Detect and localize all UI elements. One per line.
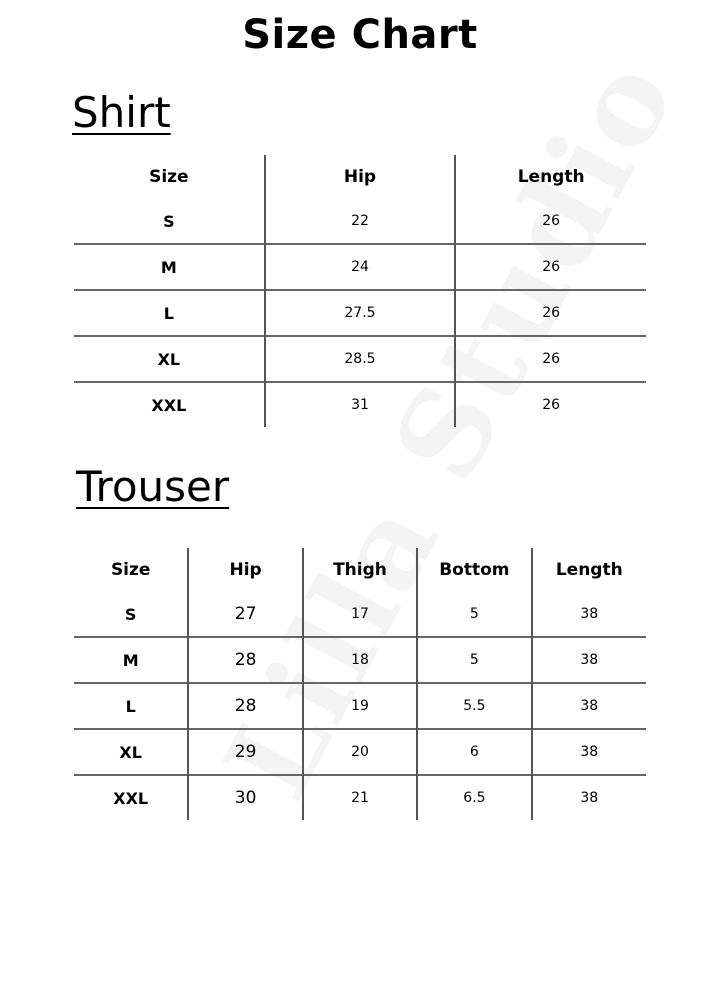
- trouser-col-size: Size: [110, 560, 151, 580]
- bottom-cell: 5: [417, 637, 531, 683]
- length-cell: 38: [532, 683, 646, 729]
- hip-cell: 28.5: [265, 336, 456, 382]
- thigh-cell: 18: [303, 637, 417, 683]
- size-cell: XXL: [74, 775, 188, 820]
- shirt-header-row: [74, 155, 646, 199]
- length-cell: 26: [455, 244, 646, 290]
- size-cell: S: [124, 604, 137, 624]
- length-cell: 26: [455, 199, 646, 244]
- size-cell: XL: [74, 336, 265, 382]
- hip-cell: 27.5: [265, 290, 456, 336]
- shirt-col-length: Length: [455, 155, 646, 199]
- trouser-col-thigh: Thigh: [303, 548, 417, 592]
- size-cell: XL: [74, 729, 188, 775]
- size-cell: XXL: [74, 382, 265, 427]
- shirt-col-size: Size: [149, 167, 189, 187]
- shirt-col-hip: Hip: [265, 155, 456, 199]
- hip-cell: 31: [265, 382, 456, 427]
- thigh-cell: 19: [303, 683, 417, 729]
- thigh-cell: 17: [303, 592, 417, 637]
- hip-cell: 28: [188, 683, 302, 729]
- bottom-cell: 6: [417, 729, 531, 775]
- shirt-heading: Shirt: [72, 88, 171, 137]
- length-cell: 26: [455, 336, 646, 382]
- thigh-cell: 20: [303, 729, 417, 775]
- table-row: [74, 382, 646, 427]
- length-cell: 38: [532, 775, 646, 820]
- size-cell: L: [74, 290, 265, 336]
- shirt-size-table: [74, 155, 646, 427]
- table-row: [74, 637, 646, 683]
- length-cell: 38: [532, 637, 646, 683]
- page-title: Size Chart: [242, 12, 478, 58]
- size-cell: L: [74, 683, 188, 729]
- trouser-col-hip: Hip: [188, 548, 302, 592]
- trouser-heading: Trouser: [76, 462, 230, 511]
- bottom-cell: 5.5: [417, 683, 531, 729]
- table-row: [74, 244, 646, 290]
- length-cell: 38: [532, 729, 646, 775]
- hip-cell: 30: [188, 775, 302, 820]
- trouser-col-length: Length: [532, 548, 646, 592]
- hip-cell: 22: [265, 199, 456, 244]
- table-row: [74, 592, 646, 637]
- bottom-cell: 5: [417, 592, 531, 637]
- bottom-cell: 6.5: [417, 775, 531, 820]
- hip-cell: 28: [188, 637, 302, 683]
- table-row: [74, 729, 646, 775]
- table-row: [74, 683, 646, 729]
- length-cell: 38: [532, 592, 646, 637]
- trouser-col-bottom: Bottom: [417, 548, 531, 592]
- size-cell: M: [74, 244, 265, 290]
- size-cell: M: [74, 637, 188, 683]
- trouser-header-row: [74, 548, 646, 592]
- table-row: [74, 199, 646, 244]
- thigh-cell: 21: [303, 775, 417, 820]
- length-cell: 26: [455, 382, 646, 427]
- length-cell: 26: [455, 290, 646, 336]
- hip-cell: 27: [188, 592, 302, 637]
- table-row: [74, 290, 646, 336]
- trouser-size-table: [74, 548, 646, 820]
- hip-cell: 24: [265, 244, 456, 290]
- hip-cell: 29: [188, 729, 302, 775]
- table-row: [74, 775, 646, 820]
- size-cell: S: [163, 211, 175, 231]
- table-row: [74, 336, 646, 382]
